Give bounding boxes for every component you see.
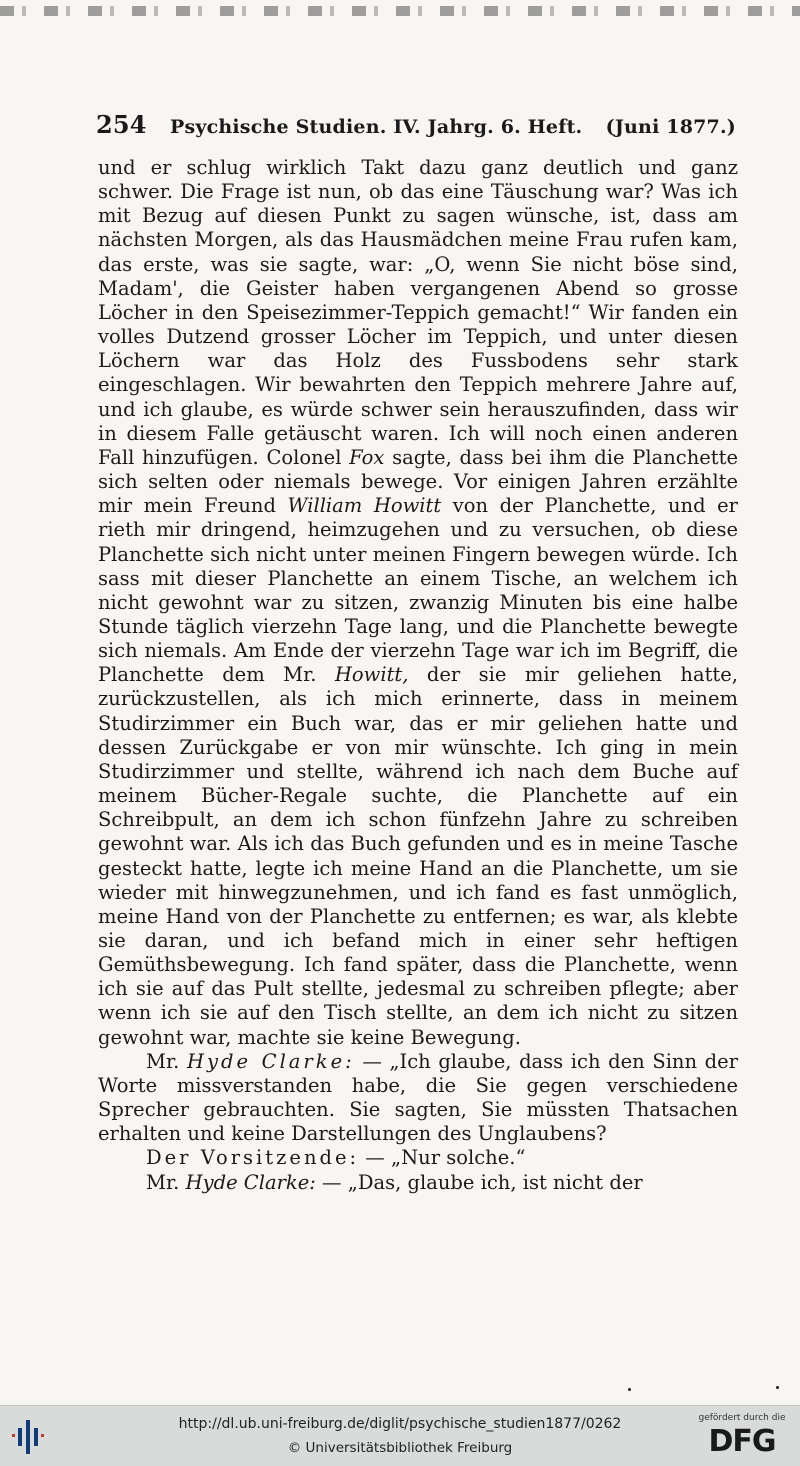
issue-date: (Juni 1877.) [605, 116, 736, 138]
speaker-name: Hyde Clarke: [186, 1049, 355, 1073]
paragraph-text: der sie mir geliehen hatte, zurückzustellen, als ich mich erinnerte, dass in meinem Studirzimmer ein Buch war, das er mir geliehen hatte und dessen Zurückgabe er von mir wünschte. Ich ging in mein Studirzimmer und stellte, während ich nach dem Buche auf meinem Bücher-Regale suchte, die Planchette auf ein Schreibpult, an dem ich schon fünfzehn Jahre zu schreiben gewohnt war. Als ich das Buch gefunden und es in meine Tasche gesteckt hatte, legte ich meine Hand an die Planchette, um sie wieder mit hinwegzunehmen, und ich fand es fast unmöglich, meine Hand von der Planchette zu entfernen; es war, als klebte sie daran, und ich befand mich in einer sehr heftigen Gemüthsbewegung. Ich fand später, dass die Planchette, wenn ich sie auf das Pult stellte, jedesmal zu schreiben pflegte; aber wenn ich sie auf den Tisch stellte, an dem ich nicht zu sitzen gewohnt war, machte sie keine Bewegung. [98, 663, 738, 1049]
speaker-prefix: Mr. [146, 1049, 180, 1073]
paragraph-text: und er schlug wirklich Takt dazu ganz deutlich und ganz schwer. Die Frage ist nun, ob das eine Täuschung war? Was ich mit Bezug auf diesen Punkt zu sagen wünsche, ist, dass am nächsten Morgen, als das Hausmädchen meine Frau rufen kam, das erste, was sie sagte, war: „O, wenn Sie nicht böse sind, Madam', die Geister haben vergangenen Abend so grosse Löcher in den Speisezimmer-Teppich gemacht!“ Wir fanden ein volles Dutzend grosser Löcher im Teppich, und unter diesen Löchern war das Holz des Fussbodens sehr stark eingeschlagen. Wir bewahrten den Teppich mehrere Jahre auf, und ich glaube, es würde schwer sein herauszufinden, dass wir in diesem Falle getäuscht waren. Ich will noch einen anderen Fall hinzufügen. Colonel [98, 156, 738, 469]
speaker-name: Hyde Clarke: [185, 1170, 316, 1194]
dfg-logo-icon[interactable]: DFG [708, 1424, 776, 1459]
scan-speck [776, 1386, 779, 1389]
scan-speck [628, 1388, 631, 1391]
speaker-prefix: Mr. [146, 1170, 180, 1194]
running-header [96, 110, 736, 144]
ub-freiburg-logo-icon[interactable] [10, 1418, 50, 1458]
paragraph-text: von der Planchette, und er rieth mir dringend, heimzugehen und zu versuchen, ob diese Planchette sich nicht unter meinen Fingern bewegen würde. Ich sass mit dieser Planchette an einem Tische, an welchem ich nicht gewohnt war zu sitzen, zwanzig Minuten bis eine halbe Stunde täglich vierzehn Tage lang, und die Planchette bewegte sich niemals. Am Ende der vierzehn Tage war ich im Begriff, die Planchette dem Mr. [98, 494, 738, 687]
funding-caption: gefördert durch die [698, 1413, 786, 1423]
name-fox: Fox [349, 445, 385, 469]
body-text [98, 156, 738, 1195]
speech-text: — „Nur solche.“ [365, 1146, 526, 1170]
running-title: Psychische Studien. IV. Jahrg. 6. Heft. [169, 116, 583, 138]
speech-text: — „Das, glaube ich, ist nicht der [322, 1170, 643, 1194]
paragraph-planchette-account [98, 156, 738, 1050]
paragraph-hyde-clarke [98, 1050, 738, 1147]
page-number: 254 [96, 110, 147, 139]
scan-edge-artifact [0, 6, 800, 16]
speaker-name: Der Vorsitzende: [146, 1146, 360, 1170]
speech-text: — „Ich glaube, dass ich den Sinn der Worte missverstanden habe, die Sie gegen verschiedene Sprecher gebrauchten. Sie sagten, Sie müssten Thatsachen erhalten und keine Darstellungen des Unglaubens? [98, 1049, 739, 1146]
name-howitt: Howitt, [334, 663, 409, 687]
viewer-footer [0, 1405, 800, 1466]
name-william-howitt: William Howitt [287, 494, 442, 518]
paragraph-text: sagte, dass bei ihm die Planchette sich selten oder niemals bewege. Vor einigen Jahren erzählte mir mein Freund [98, 445, 739, 518]
paragraph-hyde-clarke-2 [98, 1171, 738, 1195]
paragraph-chairman [98, 1146, 738, 1170]
copyright-notice: © Universitätsbibliothek Freiburg [287, 1440, 513, 1456]
permalink-url[interactable]: http://dl.ub.uni-freiburg.de/diglit/psychische_studien1877/0262 [178, 1416, 622, 1432]
